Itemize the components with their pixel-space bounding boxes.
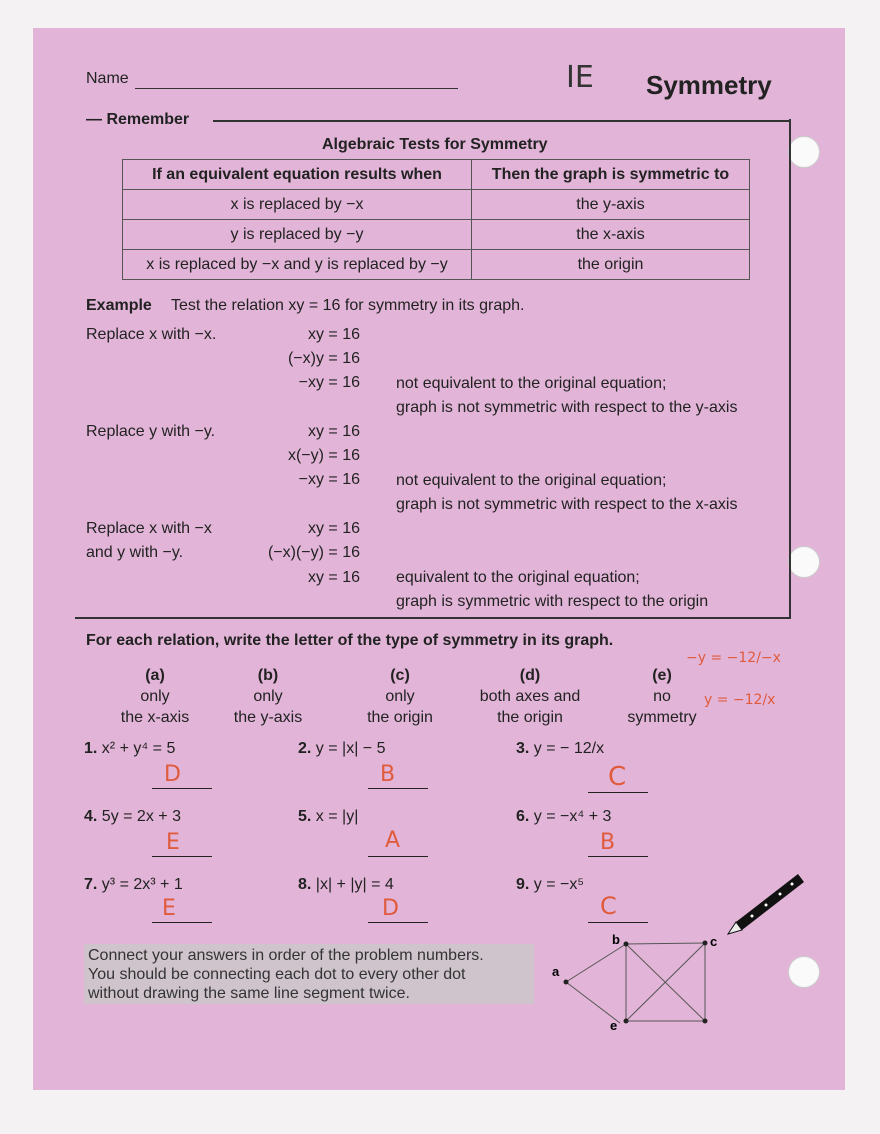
answer-line bbox=[588, 792, 648, 793]
answer[interactable]: C bbox=[608, 762, 627, 792]
option-text: symmetry bbox=[627, 709, 697, 726]
remember-label: — Remember bbox=[86, 111, 190, 128]
problem bbox=[84, 740, 175, 758]
example-step: Replace x with −x bbox=[86, 520, 212, 537]
answer[interactable]: B bbox=[600, 830, 616, 855]
table-title: Algebraic Tests for Symmetry bbox=[322, 136, 548, 153]
example-equation: −xy = 16 bbox=[298, 471, 360, 488]
binder-hole-top bbox=[788, 136, 820, 168]
problem bbox=[298, 740, 385, 758]
option-text: the y-axis bbox=[233, 709, 303, 726]
table-cell: y is replaced by −y bbox=[123, 220, 472, 250]
option-b bbox=[213, 665, 323, 728]
name-label: Name bbox=[86, 70, 129, 87]
option-text: only bbox=[140, 688, 170, 705]
option-text: the origin bbox=[497, 709, 563, 726]
problem bbox=[516, 808, 611, 826]
binder-hole-middle bbox=[788, 546, 820, 578]
connect-line: Connect your answers in order of the problem numbers. bbox=[88, 947, 484, 964]
answer[interactable]: D bbox=[164, 762, 181, 787]
example-step: and y with −y. bbox=[86, 544, 184, 561]
example-equation: −xy = 16 bbox=[298, 374, 360, 391]
table-cell: x is replaced by −x and y is replaced by −y bbox=[123, 250, 472, 280]
problem-number: 3. bbox=[516, 740, 530, 757]
answer[interactable]: B bbox=[380, 762, 396, 787]
dot bbox=[703, 1019, 708, 1024]
problem bbox=[84, 808, 181, 826]
table-cell: the x-axis bbox=[472, 220, 750, 250]
margin-note: −y = −12/−x bbox=[686, 650, 781, 666]
binder-hole-bottom bbox=[788, 956, 820, 988]
option-text: the x-axis bbox=[120, 709, 190, 726]
problem-equation: 5y = 2x + 3 bbox=[101, 808, 181, 825]
connect-line: without drawing the same line segment twice. bbox=[88, 985, 410, 1002]
margin-note: y = −12/x bbox=[704, 692, 776, 708]
table-header-row bbox=[123, 160, 750, 190]
option-a bbox=[100, 665, 210, 728]
exercise-instruction: For each relation, write the letter of the type of symmetry in its graph. bbox=[86, 632, 614, 649]
dot-puzzle bbox=[540, 926, 740, 1036]
example-comment: not equivalent to the original equation; bbox=[396, 472, 667, 489]
table-cell: the origin bbox=[472, 250, 750, 280]
dot-label: a bbox=[552, 964, 560, 979]
option-d bbox=[468, 665, 592, 728]
problem-equation: x = |y| bbox=[315, 808, 359, 825]
problem bbox=[298, 876, 394, 894]
example-comment: graph is not symmetric with respect to the x-axis bbox=[396, 496, 738, 513]
problem-number: 7. bbox=[84, 876, 98, 893]
connect-instructions bbox=[88, 946, 484, 1003]
answer[interactable]: D bbox=[382, 896, 399, 921]
example-equation: (−x)(−y) = 16 bbox=[267, 544, 360, 561]
example-comment: not equivalent to the original equation; bbox=[396, 375, 667, 392]
problem-number: 4. bbox=[84, 808, 98, 825]
example-equation: (−x)y = 16 bbox=[287, 350, 360, 367]
symmetry-tests-table bbox=[122, 159, 750, 280]
problem bbox=[84, 876, 183, 894]
problem-equation: y = −x⁴ + 3 bbox=[533, 808, 612, 825]
column-header: Then the graph is symmetric to bbox=[472, 160, 750, 190]
dot bbox=[703, 941, 708, 946]
option-text: no bbox=[653, 688, 671, 705]
problem bbox=[516, 740, 604, 758]
answer-line bbox=[152, 922, 212, 923]
answer[interactable]: E bbox=[166, 830, 180, 855]
answer[interactable]: C bbox=[600, 892, 617, 920]
problem-equation: |x| + |y| = 4 bbox=[315, 876, 394, 893]
answer-line bbox=[368, 856, 428, 857]
example-step: Replace x with −x. bbox=[86, 326, 217, 343]
table-cell: x is replaced by −x bbox=[123, 190, 472, 220]
option-letter: (e) bbox=[652, 667, 672, 684]
answer-line bbox=[588, 922, 648, 923]
problem-number: 5. bbox=[298, 808, 312, 825]
answer[interactable]: A bbox=[385, 828, 401, 853]
dot-label: c bbox=[710, 934, 718, 949]
connect-line: You should be connecting each dot to every other dot bbox=[88, 966, 466, 983]
example-comment: graph is not symmetric with respect to the y-axis bbox=[396, 399, 738, 416]
example-equation: xy = 16 bbox=[307, 569, 360, 586]
name-line[interactable] bbox=[135, 88, 458, 89]
example-comment: graph is symmetric with respect to the origin bbox=[396, 593, 709, 610]
dot-label: b bbox=[612, 932, 620, 947]
option-text: both axes and bbox=[479, 688, 581, 705]
problem-equation: y = −x⁵ bbox=[533, 876, 585, 893]
answer-line bbox=[368, 788, 428, 789]
table-cell: the y-axis bbox=[472, 190, 750, 220]
handwritten-code: IE bbox=[566, 60, 594, 95]
answer-line bbox=[152, 856, 212, 857]
option-text: the origin bbox=[367, 709, 433, 726]
option-text: only bbox=[253, 688, 283, 705]
dot bbox=[624, 1019, 629, 1024]
problem-number: 2. bbox=[298, 740, 312, 757]
example-equation: xy = 16 bbox=[307, 423, 360, 440]
option-c bbox=[345, 665, 455, 728]
example-step: Replace y with −y. bbox=[86, 423, 216, 440]
answer[interactable]: E bbox=[162, 896, 176, 921]
example-label: Example bbox=[86, 297, 152, 314]
dot bbox=[564, 980, 569, 985]
page-title: Symmetry bbox=[646, 70, 772, 100]
table-row bbox=[123, 190, 750, 220]
dot-label: e bbox=[610, 1018, 618, 1033]
problem-number: 8. bbox=[298, 876, 312, 893]
dot bbox=[624, 942, 629, 947]
problem-equation: y³ = 2x³ + 1 bbox=[101, 876, 183, 893]
option-text: only bbox=[385, 688, 415, 705]
problem-number: 9. bbox=[516, 876, 530, 893]
problem bbox=[298, 808, 358, 826]
answer-line bbox=[368, 922, 428, 923]
option-letter: (c) bbox=[390, 667, 410, 684]
table-row bbox=[123, 250, 750, 280]
table-row bbox=[123, 220, 750, 250]
example-comment: equivalent to the original equation; bbox=[396, 569, 640, 586]
problem-equation: y = |x| − 5 bbox=[315, 740, 386, 757]
option-letter: (b) bbox=[257, 667, 279, 684]
example-equation: xy = 16 bbox=[307, 520, 360, 537]
problem-number: 6. bbox=[516, 808, 530, 825]
answer-line bbox=[588, 856, 648, 857]
problem-equation: y = − 12/x bbox=[533, 740, 605, 757]
example-equation: xy = 16 bbox=[307, 326, 360, 343]
option-letter: (d) bbox=[519, 667, 541, 684]
answer-line bbox=[152, 788, 212, 789]
example-equation: x(−y) = 16 bbox=[287, 447, 360, 464]
problem bbox=[516, 876, 584, 894]
problem-number: 1. bbox=[84, 740, 98, 757]
option-e bbox=[612, 665, 712, 728]
column-header: If an equivalent equation results when bbox=[123, 160, 472, 190]
problem-equation: x² + y⁴ = 5 bbox=[101, 740, 176, 757]
example-prompt: Test the relation xy = 16 for symmetry in its graph. bbox=[171, 297, 525, 314]
option-letter: (a) bbox=[145, 667, 165, 684]
